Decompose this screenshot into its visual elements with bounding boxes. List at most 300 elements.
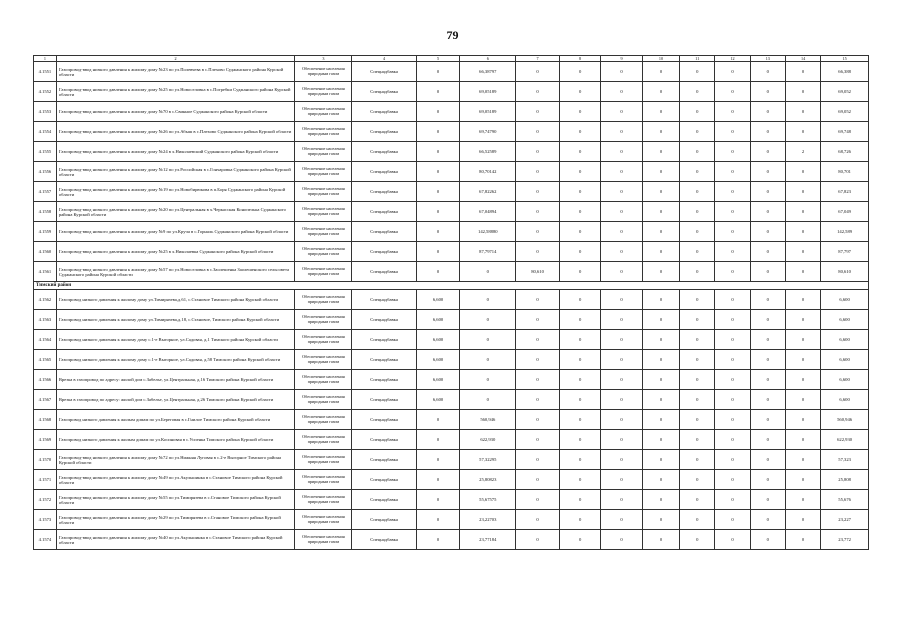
value-cell: 0 — [601, 142, 642, 162]
value-cell: 0 — [642, 202, 679, 222]
row-number: 4.1560 — [34, 242, 57, 262]
value-cell: 6,600 — [821, 310, 869, 330]
value-cell: 0 — [416, 82, 460, 102]
table-row — [34, 102, 869, 122]
value-cell: 0 — [416, 430, 460, 450]
value-cell: 0 — [642, 330, 679, 350]
value-cell: 25,80823 — [460, 470, 516, 490]
row-number: 4.1564 — [34, 330, 57, 350]
value-cell: 0 — [559, 122, 600, 142]
value-cell: 0 — [750, 290, 785, 310]
row-number: 4.1568 — [34, 410, 57, 430]
value-cell: 0 — [680, 102, 715, 122]
value-cell: 23,77184 — [460, 530, 516, 550]
object-name: Газопровод-ввод низкого давления к жилому дому №57 по ул.Новоселовка в с.Заолешенка Заолешенского сельсовета Суджанского района Курской области — [56, 262, 295, 282]
row-number: 4.1551 — [34, 62, 57, 82]
category-cell: Обеспечение населения природным газом — [295, 290, 352, 310]
funding-source: Спецнадбавка — [352, 450, 416, 470]
object-name: Газопровод-ввод низкого давления к жилому дому №19 по ул.Новобирюкова в п.Боря Суджанского района Курской области — [56, 182, 295, 202]
value-cell: 0 — [460, 390, 516, 410]
value-cell: 0 — [680, 410, 715, 430]
column-number-cell: 3 — [295, 56, 352, 62]
value-cell: 0 — [680, 182, 715, 202]
value-cell: 0 — [680, 430, 715, 450]
value-cell: 6,600 — [416, 390, 460, 410]
value-cell: 0 — [680, 330, 715, 350]
table-row — [34, 330, 869, 350]
object-name: Газопровод низкого давления к жилому дому с.1-е Выгорное, ул.Садовая, д.58 Тимского района Курской области — [56, 350, 295, 370]
value-cell: 0 — [680, 470, 715, 490]
funding-source: Спецнадбавка — [352, 390, 416, 410]
table-row — [34, 370, 869, 390]
value-cell: 0 — [601, 350, 642, 370]
value-cell: 66,52589 — [460, 142, 516, 162]
value-cell: 0 — [750, 330, 785, 350]
table-row — [34, 470, 869, 490]
object-name: Газопровод-ввод низкого давления к жилому дому №24 в х.Николаевский Суджанского района Курской области — [56, 142, 295, 162]
table-row — [34, 410, 869, 430]
value-cell: 55,676 — [821, 490, 869, 510]
value-cell: 0 — [750, 202, 785, 222]
object-name: Газопровод-ввод низкого давления к жилому дому №26 по ул.Абыш в с.Плехово Суджанского района Курской области — [56, 122, 295, 142]
object-name: Газопровод низкого давления к жилым домам по ул.Косиновая в с.Успенка Тимского района Курской области — [56, 430, 295, 450]
value-cell: 0 — [785, 262, 820, 282]
value-cell: 0 — [601, 370, 642, 390]
value-cell: 0 — [715, 370, 750, 390]
value-cell: 0 — [559, 102, 600, 122]
value-cell: 0 — [601, 410, 642, 430]
value-cell: 57,323 — [821, 450, 869, 470]
row-number: 4.1556 — [34, 162, 57, 182]
value-cell: 0 — [680, 530, 715, 550]
value-cell: 69,748 — [821, 122, 869, 142]
category-cell: Обеспечение населения природным газом — [295, 510, 352, 530]
value-cell: 0 — [559, 290, 600, 310]
funding-source: Спецнадбавка — [352, 82, 416, 102]
funding-source: Спецнадбавка — [352, 410, 416, 430]
category-cell: Обеспечение населения природным газом — [295, 202, 352, 222]
value-cell: 0 — [715, 430, 750, 450]
object-name: Газопровод-ввод низкого давления к жилому дому №72 по ул.Нижняя Луговая в с.2-е Выгорное Тимского района Курской области — [56, 450, 295, 470]
column-number-cell: 5 — [416, 56, 460, 62]
category-cell: Обеспечение населения природным газом — [295, 470, 352, 490]
value-cell: 87,797 — [821, 242, 869, 262]
value-cell: 0 — [642, 290, 679, 310]
value-cell: 0 — [516, 62, 560, 82]
value-cell: 0 — [750, 122, 785, 142]
row-number: 4.1561 — [34, 262, 57, 282]
value-cell: 0 — [642, 490, 679, 510]
value-cell: 0 — [416, 182, 460, 202]
value-cell: 0 — [601, 530, 642, 550]
value-cell: 80,701 — [821, 162, 869, 182]
value-cell: 0 — [601, 262, 642, 282]
value-cell: 0 — [416, 470, 460, 490]
table-row — [34, 62, 869, 82]
value-cell: 67,823 — [821, 182, 869, 202]
value-cell: 0 — [642, 310, 679, 330]
value-cell: 0 — [460, 290, 516, 310]
value-cell: 0 — [559, 310, 600, 330]
value-cell: 0 — [715, 350, 750, 370]
value-cell: 0 — [559, 530, 600, 550]
value-cell: 0 — [715, 242, 750, 262]
value-cell: 0 — [516, 82, 560, 102]
value-cell: 0 — [559, 222, 600, 242]
value-cell: 0 — [750, 182, 785, 202]
value-cell: 67,04894 — [460, 202, 516, 222]
object-name: Газопровод низкого давления к жилым домам по ул.Береговая в с.Гнилое Тимского района Курской области — [56, 410, 295, 430]
value-cell: 0 — [516, 222, 560, 242]
value-cell: 0 — [750, 222, 785, 242]
funding-source: Спецнадбавка — [352, 470, 416, 490]
column-number-cell: 10 — [642, 56, 679, 62]
value-cell: 0 — [516, 122, 560, 142]
value-cell: 6,600 — [416, 330, 460, 350]
table-row — [34, 162, 869, 182]
value-cell: 0 — [601, 202, 642, 222]
value-cell: 0 — [750, 82, 785, 102]
value-cell: 55,67575 — [460, 490, 516, 510]
value-cell: 0 — [416, 202, 460, 222]
row-number: 4.1571 — [34, 470, 57, 490]
value-cell: 80,610 — [821, 262, 869, 282]
value-cell: 0 — [559, 430, 600, 450]
value-cell: 0 — [750, 470, 785, 490]
value-cell: 0 — [559, 410, 600, 430]
value-cell: 0 — [785, 310, 820, 330]
value-cell: 69,05189 — [460, 82, 516, 102]
value-cell: 0 — [601, 490, 642, 510]
value-cell: 0 — [715, 222, 750, 242]
funding-source: Спецнадбавка — [352, 202, 416, 222]
value-cell: 0 — [750, 370, 785, 390]
value-cell: 0 — [715, 510, 750, 530]
column-number-cell: 6 — [460, 56, 516, 62]
value-cell: 67,049 — [821, 202, 869, 222]
object-name: Газопровод-ввод низкого давления к жилому дому №23 по ул.Полевчева в с.Плехово Суджанского района Курской области — [56, 62, 295, 82]
value-cell: 0 — [715, 530, 750, 550]
value-cell: 0 — [601, 330, 642, 350]
table-row — [34, 262, 869, 282]
value-cell: 0 — [601, 222, 642, 242]
object-name: Газопровод-ввод низкого давления к жилому дому №70 в с.Свинное Суджанского района Курской области — [56, 102, 295, 122]
value-cell: 0 — [785, 410, 820, 430]
table-row — [34, 310, 869, 330]
page-number: 79 — [446, 28, 459, 42]
row-number: 4.1553 — [34, 102, 57, 122]
value-cell: 69,052 — [821, 82, 869, 102]
value-cell: 0 — [601, 290, 642, 310]
value-cell: 69,052 — [821, 102, 869, 122]
funding-source: Спецнадбавка — [352, 242, 416, 262]
value-cell: 0 — [642, 470, 679, 490]
funding-source: Спецнадбавка — [352, 370, 416, 390]
value-cell: 0 — [715, 182, 750, 202]
value-cell: 0 — [642, 370, 679, 390]
table-row — [34, 222, 869, 242]
value-cell: 0 — [680, 490, 715, 510]
value-cell: 0 — [715, 470, 750, 490]
category-cell: Обеспечение населения природным газом — [295, 310, 352, 330]
value-cell: 6,600 — [416, 290, 460, 310]
value-cell: 0 — [785, 162, 820, 182]
value-cell: 0 — [559, 470, 600, 490]
table-row — [34, 510, 869, 530]
value-cell: 0 — [750, 390, 785, 410]
value-cell: 0 — [750, 242, 785, 262]
value-cell: 0 — [715, 82, 750, 102]
value-cell: 0 — [601, 510, 642, 530]
funding-source: Спецнадбавка — [352, 330, 416, 350]
value-cell: 0 — [516, 370, 560, 390]
value-cell: 0 — [559, 490, 600, 510]
value-cell: 0 — [416, 490, 460, 510]
value-cell: 0 — [416, 222, 460, 242]
row-number: 4.1555 — [34, 142, 57, 162]
value-cell: 0 — [559, 390, 600, 410]
table-row — [34, 242, 869, 262]
value-cell: 0 — [750, 510, 785, 530]
value-cell: 66,388 — [821, 62, 869, 82]
table-row — [34, 202, 869, 222]
value-cell: 0 — [601, 122, 642, 142]
category-cell: Обеспечение населения природным газом — [295, 262, 352, 282]
value-cell: 0 — [680, 510, 715, 530]
value-cell: 0 — [559, 242, 600, 262]
value-cell: 0 — [516, 490, 560, 510]
value-cell: 0 — [715, 162, 750, 182]
value-cell: 0 — [785, 222, 820, 242]
value-cell: 0 — [785, 82, 820, 102]
object-name: Газопровод-ввод низкого давления к жилому дому №12 по ул.Российская в с.Гончаровка Суджанского района Курской области — [56, 162, 295, 182]
value-cell: 6,600 — [416, 350, 460, 370]
value-cell: 23,227 — [821, 510, 869, 530]
value-cell: 0 — [680, 370, 715, 390]
value-cell: 67,82262 — [460, 182, 516, 202]
value-cell: 0 — [680, 310, 715, 330]
category-cell: Обеспечение населения природным газом — [295, 62, 352, 82]
value-cell: 0 — [416, 122, 460, 142]
value-cell: 0 — [715, 290, 750, 310]
value-cell: 0 — [715, 62, 750, 82]
category-cell: Обеспечение населения природным газом — [295, 390, 352, 410]
funding-source: Спецнадбавка — [352, 142, 416, 162]
funding-source: Спецнадбавка — [352, 350, 416, 370]
value-cell: 0 — [715, 450, 750, 470]
category-cell: Обеспечение населения природным газом — [295, 410, 352, 430]
column-number-cell: 7 — [516, 56, 560, 62]
value-cell: 0 — [785, 490, 820, 510]
table-row — [34, 450, 869, 470]
value-cell: 0 — [785, 510, 820, 530]
value-cell: 0 — [680, 450, 715, 470]
category-cell: Обеспечение населения природным газом — [295, 330, 352, 350]
category-cell: Обеспечение населения природным газом — [295, 142, 352, 162]
funding-source: Спецнадбавка — [352, 430, 416, 450]
object-name: Газопровод-ввод низкого давления к жилому дому №49 по ул.Акульшинка в с.Становое Тимского района Курской области — [56, 470, 295, 490]
table-row — [34, 182, 869, 202]
category-cell: Обеспечение населения природным газом — [295, 370, 352, 390]
value-cell: 0 — [559, 510, 600, 530]
funding-source: Спецнадбавка — [352, 490, 416, 510]
column-number-cell: 2 — [56, 56, 295, 62]
value-cell: 0 — [642, 122, 679, 142]
category-cell: Обеспечение населения природным газом — [295, 490, 352, 510]
value-cell: 0 — [785, 430, 820, 450]
value-cell: 0 — [416, 162, 460, 182]
value-cell: 0 — [559, 142, 600, 162]
value-cell: 0 — [680, 62, 715, 82]
value-cell: 0 — [516, 470, 560, 490]
value-cell: 0 — [785, 530, 820, 550]
value-cell: 6,600 — [416, 310, 460, 330]
funding-source: Спецнадбавка — [352, 162, 416, 182]
value-cell: 0 — [715, 330, 750, 350]
value-cell: 0 — [785, 370, 820, 390]
value-cell: 0 — [516, 410, 560, 430]
value-cell: 0 — [642, 510, 679, 530]
value-cell: 0 — [559, 182, 600, 202]
object-name: Газопровод-ввод низкого давления к жилому дому №40 по ул.Акульшинка в с.Становое Тимского района Курской области — [56, 530, 295, 550]
table-row — [34, 82, 869, 102]
value-cell: 0 — [416, 242, 460, 262]
category-cell: Обеспечение населения природным газом — [295, 182, 352, 202]
value-cell: 0 — [715, 390, 750, 410]
row-number: 4.1552 — [34, 82, 57, 102]
value-cell: 0 — [642, 82, 679, 102]
value-cell: 0 — [785, 290, 820, 310]
value-cell: 0 — [642, 62, 679, 82]
object-name: Врезка в газопровод по адресу: жилой дом с.Забелье, ул.Центральная, д.16 Тимского района Курской области — [56, 370, 295, 390]
value-cell: 0 — [642, 430, 679, 450]
value-cell: 0 — [680, 162, 715, 182]
table-row — [34, 350, 869, 370]
column-number-cell: 15 — [821, 56, 869, 62]
value-cell: 0 — [559, 82, 600, 102]
object-name: Газопровод низкого давления к жилому дому ул.Тимирязева,д.61, с.Становое Тимского района Курской области — [56, 290, 295, 310]
category-cell: Обеспечение населения природным газом — [295, 430, 352, 450]
value-cell: 0 — [601, 62, 642, 82]
value-cell: 0 — [680, 350, 715, 370]
row-number: 4.1565 — [34, 350, 57, 370]
value-cell: 0 — [750, 350, 785, 370]
funding-source: Спецнадбавка — [352, 102, 416, 122]
table-row — [34, 122, 869, 142]
row-number: 4.1554 — [34, 122, 57, 142]
value-cell: 0 — [601, 162, 642, 182]
value-cell: 0 — [516, 202, 560, 222]
value-cell: 0 — [642, 350, 679, 370]
value-cell: 23,22703 — [460, 510, 516, 530]
value-cell: 0 — [680, 390, 715, 410]
value-cell: 87,79714 — [460, 242, 516, 262]
value-cell: 0 — [601, 470, 642, 490]
value-cell: 0 — [680, 262, 715, 282]
object-name: Газопровод низкого давления к жилому дому ул.Тимирязева,д.18, с.Становое, Тимского района Курской области — [56, 310, 295, 330]
value-cell: 0 — [680, 222, 715, 242]
row-number: 4.1567 — [34, 390, 57, 410]
value-cell: 0 — [785, 182, 820, 202]
value-cell: 6,600 — [821, 290, 869, 310]
value-cell: 0 — [601, 102, 642, 122]
value-cell: 0 — [750, 490, 785, 510]
value-cell: 0 — [680, 82, 715, 102]
value-cell: 0 — [516, 510, 560, 530]
value-cell: 0 — [416, 62, 460, 82]
funding-source: Спецнадбавка — [352, 62, 416, 82]
value-cell: 0 — [416, 142, 460, 162]
object-name: Газопровод-ввод низкого давления к жилому дому №25 по ул.Новоселовка в с.Погребки Суджанского района Курской области — [56, 82, 295, 102]
value-cell: 6,600 — [416, 370, 460, 390]
value-cell: 0 — [785, 450, 820, 470]
value-cell: 0 — [750, 102, 785, 122]
value-cell: 0 — [785, 62, 820, 82]
value-cell: 622,930 — [460, 430, 516, 450]
section-row — [34, 282, 869, 290]
value-cell: 0 — [559, 162, 600, 182]
value-cell: 0 — [750, 430, 785, 450]
value-cell: 0 — [642, 182, 679, 202]
category-cell: Обеспечение населения природным газом — [295, 122, 352, 142]
value-cell: 0 — [516, 530, 560, 550]
value-cell: 0 — [642, 162, 679, 182]
value-cell: 69,05189 — [460, 102, 516, 122]
column-number-cell: 11 — [680, 56, 715, 62]
value-cell: 0 — [601, 182, 642, 202]
value-cell: 0 — [516, 450, 560, 470]
value-cell: 0 — [680, 290, 715, 310]
value-cell: 0 — [516, 290, 560, 310]
table-row — [34, 390, 869, 410]
value-cell: 0 — [680, 122, 715, 142]
row-number: 4.1570 — [34, 450, 57, 470]
value-cell: 0 — [516, 162, 560, 182]
value-cell: 0 — [642, 410, 679, 430]
value-cell: 6,600 — [821, 370, 869, 390]
funding-source: Спецнадбавка — [352, 310, 416, 330]
value-cell: 0 — [680, 202, 715, 222]
value-cell: 0 — [559, 62, 600, 82]
value-cell: 0 — [750, 530, 785, 550]
value-cell: 80,610 — [516, 262, 560, 282]
value-cell: 622,930 — [821, 430, 869, 450]
value-cell: 0 — [785, 102, 820, 122]
value-cell: 80,70142 — [460, 162, 516, 182]
value-cell: 0 — [750, 142, 785, 162]
funding-source: Спецнадбавка — [352, 510, 416, 530]
column-number-cell: 14 — [785, 56, 820, 62]
object-name: Газопровод-ввод низкого давления к жилому дому №55 по ул.Тимирязева в с.Становое Тимского района Курской области — [56, 490, 295, 510]
value-cell: 0 — [460, 330, 516, 350]
value-cell: 0 — [715, 142, 750, 162]
value-cell: 0 — [516, 242, 560, 262]
value-cell: 0 — [785, 470, 820, 490]
value-cell: 0 — [601, 310, 642, 330]
table-row — [34, 490, 869, 510]
value-cell: 0 — [680, 142, 715, 162]
category-cell: Обеспечение населения природным газом — [295, 530, 352, 550]
object-name: Газопровод-ввод низкого давления к жилому дому №25 в х.Николаевка Суджанского района Курской области — [56, 242, 295, 262]
value-cell: 142,589 — [821, 222, 869, 242]
value-cell: 0 — [559, 202, 600, 222]
value-cell: 69,74790 — [460, 122, 516, 142]
funding-source: Спецнадбавка — [352, 530, 416, 550]
row-number: 4.1574 — [34, 530, 57, 550]
value-cell: 0 — [416, 510, 460, 530]
value-cell: 0 — [785, 330, 820, 350]
value-cell: 2 — [785, 142, 820, 162]
